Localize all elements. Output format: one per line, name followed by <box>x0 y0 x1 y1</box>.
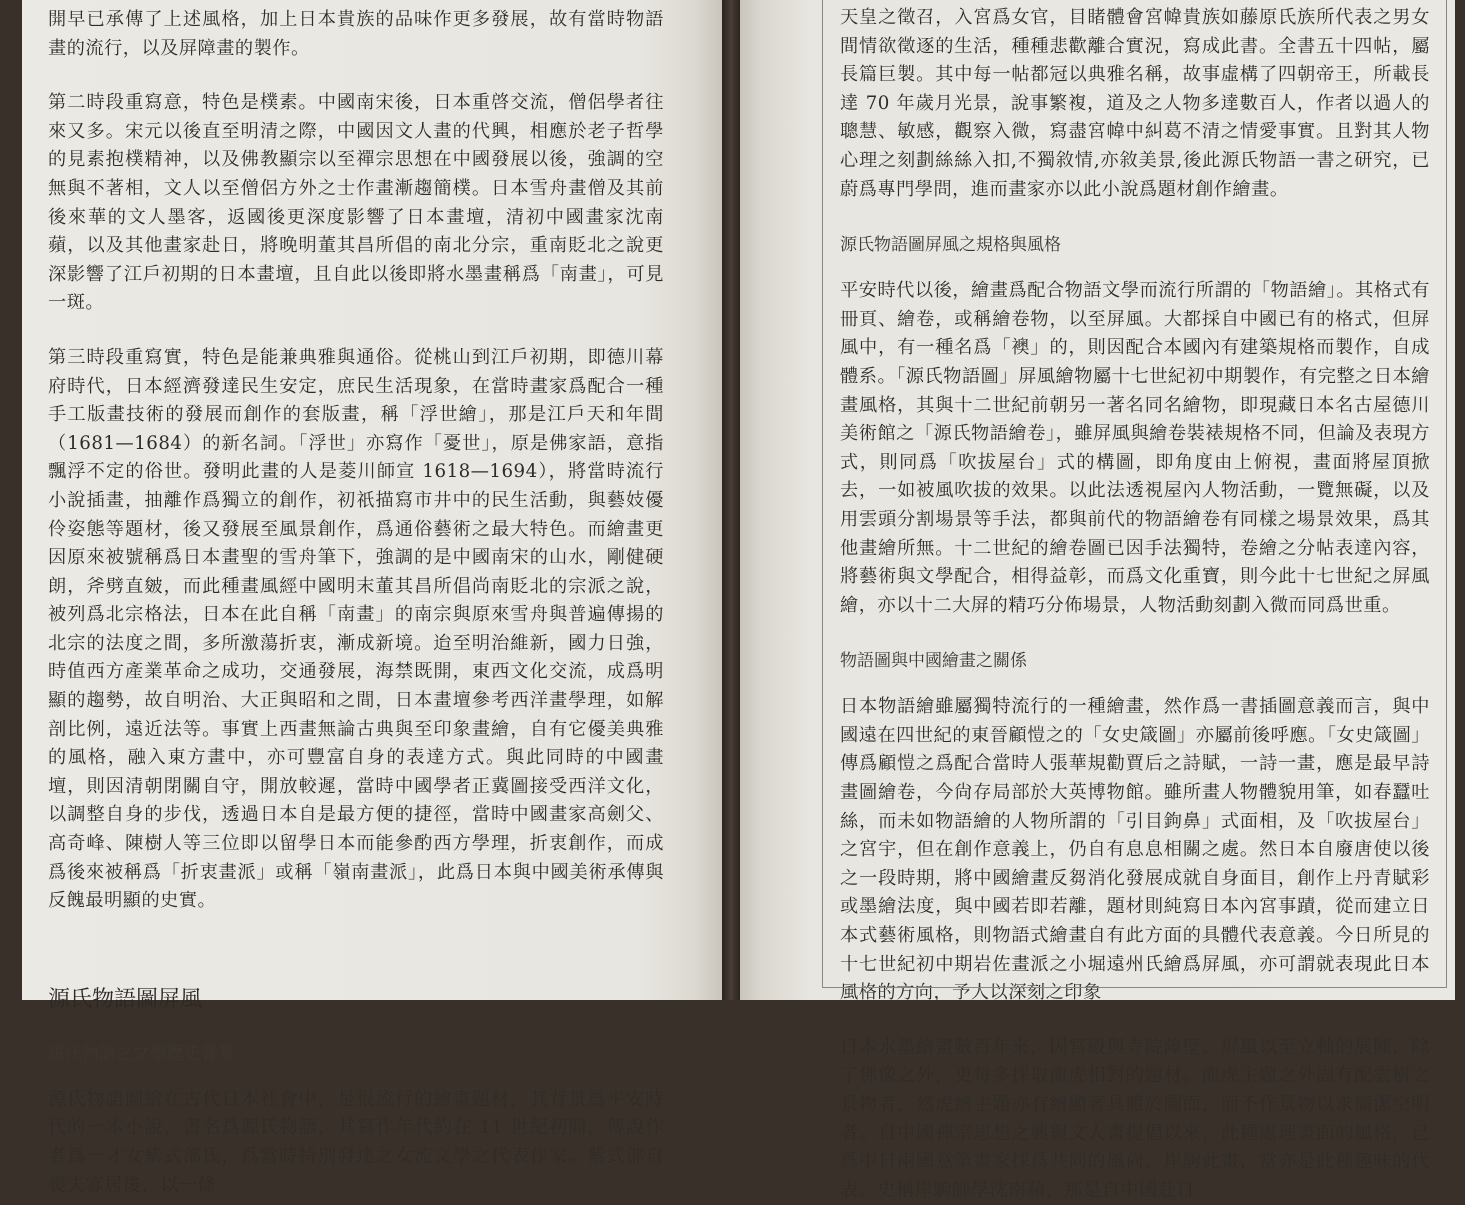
left-paragraph-3: 第三時段重寫實，特色是能兼典雅與通俗。從桃山到江戶初期，即德川幕府時代，日本經濟發達民生安定，庶民生活現象，在當時畫家爲配合一種手工版畫技術的發展而創作的套版畫，稱「浮世繪」，那是江戶天和年間（1681—1684）的新名詞。「浮世」亦寫作「憂世」，原是佛家語，意指飄浮不定的俗世。發明此畫的人是菱川師宣 1618—1694），將當時流行小說插畫，抽離作爲獨立的創作，初祇描寫市井中的民生活動，與藝妓優伶姿態等題材，後又發展至風景創作，爲通俗藝術之最大特色。而繪畫更因原來被號稱爲日本畫聖的雪舟筆下，強調的是中國南宋的山水，剛健硬朗，斧劈直皴，而此種畫風經中國明末董其昌所倡尚南貶北的宗派之說，被列爲北宗格法，日本在此自稱「南畫」的南宗與原來雪舟與普遍傳揚的北宗的法度之間，多所激蕩折衷，漸成新境。迨至明治維新，國力日強，時值西方產業革命之成功，交通發展，海禁既開，東西文化交流，成爲明顯的趨勢，故自明治、大正與昭和之間，日本畫壇參考西洋畫學理，如解剖比例，遠近法等。事實上西畫無論古典與至印象畫繪，自有它優美典雅的風格，融入東方畫中，亦可豐富自身的表達方式。與此同時的中國畫壇，則因清朝閉關自守，開放較遲，當時中國學者正冀圖接受西洋文化，以調整自身的步伐，透過日本自是最方便的捷徑，當時中國畫家高劍父、高奇峰、陳樹人等三位即以留學日本而能參酌西方學理，折衷創作，而成爲後來被稱爲「折衷畫派」或稱「嶺南畫派」，此爲日本與中國美術承傳與反餽最明顯的史實。 <box>48 346 664 912</box>
book-gutter <box>722 0 740 1000</box>
right-paragraph-1: 天皇之徵召，入宮爲女官，目睹體會宮幃貴族如藤原氏族所代表之男女間情欲徵逐的生活，種種悲歡離合實況，寫成此書。全書五十四帖，屬長篇巨製。其中每一帖都冠以典雅名稱，故事虛構了四朝帝王，所載長達 70 年歲月光景，說事繁複，道及之人物多達數百人，作者以過人的聰慧、敏感，觀察入微，寫盡宮幃中糾葛不清之情愛事實。且對其人物心理之刻劃絲絲入扣,不獨敘情,亦敘美景,後此源氏物語一書之研究，已蔚爲專門學問，進而畫家亦以此小說爲題材創作繪畫。 <box>840 7 1430 200</box>
left-paragraph-1: 開早已承傳了上述風格，加上日本貴族的品味作更多發展，故有當時物語畫的流行，以及屏障畫的製作。 <box>48 9 664 59</box>
left-paragraph-2: 第二時段重寫意，特色是樸素。中國南宋後，日本重啓交流，僧侶學者往來又多。宋元以後直至明清之際，中國因文人畫的代興，相應於老子哲學的見素抱樸精神，以及佛教顯宗以至禪宗思想在中國發展以後，強調的空無與不著相，文人以至僧侶方外之士作畫漸趨簡樸。日本雪舟畫僧及其前後來華的文人墨客，返國後更深度影響了日本畫壇，清初中國畫家沈南蘋，以及其他畫家赴日，將晚明董其昌所倡的南北分宗，重南貶北之說更深影響了江戶初期的日本畫壇，且自此以後即將水墨畫稱爲「南畫」，可見一斑。 <box>48 92 664 314</box>
left-paragraph-4: 源氏物語圖繪在古代日本社會中，是很流行的繪畫題材，其背景爲平安時代的一本小說，書名爲源氏物語，其寫作年代約在 11 世紀初間，傳說作者爲一才女紫式部氏，爲當時特別發達之女流文學之代表作家。紫式部自喪夫寡居後，以一條 <box>48 1088 664 1196</box>
right-paragraph-4: 日本水墨繪畫數百年來，因宮殿與寺院障壁、屏風以至立軸的展陳，除了佛像之外，更每多採取龍虎相對的題材。龍虎主題之外固有配雲樹之景物者，然虎繪主題亦有繪顯著具體於圖面，而不作景物以求簡潔空明者。自中國禪宗思想之興與文人畫提倡以來，此種處理畫面的風格，已爲中日兩國意筆畫家採爲共同的風尙，岸駒此畫，當亦是此種趣味的代表。史稱岸駒師學沈南蘋，那是自中國赴日 <box>840 1036 1430 1201</box>
right-paragraph-3: 日本物語繪雖屬獨特流行的一種繪畫，然作爲一書插圖意義而言，與中國遠在四世紀的東晉顧愷之的「女史箴圖」亦屬前後呼應。「女史箴圖」傳爲顧愷之爲配合當時人張華規勸賈后之詩賦，一詩一畫，應是最早詩畫圖繪卷，今尙存局部於大英博物館。雖所畫人物體貌用筆，如春蠶吐絲，而未如物語繪的人物所謂的「引目鉤鼻」式面相，及「吹拔屋台」之宮宇，但在創作意義上，仍自有息息相關之處。然日本自廢唐使以後之一段時期，將中國繪畫反芻消化發展成就自身面目，創作上丹青賦彩或墨繪法度，與中國若即若離，題材則純寫日本內宮事蹟，從而建立日本式藝術風格，則物語式繪畫自有此方面的具體代表意義。今日所見的十七世紀初中期岩佐畫派之小堀遠州氏繪爲屏風，亦可謂就表現此日本風格的方向，予人以深刻之印象 <box>840 696 1430 1004</box>
text-frame-border <box>822 0 1447 988</box>
left-page <box>22 0 722 1196</box>
right-subheading-1: 源氏物語圖屏風之規格與風格 <box>840 235 1061 256</box>
left-subheading: 源氏物語之文學歷史背景 <box>48 1043 235 1064</box>
right-subheading-2: 物語圖與中國繪畫之關係 <box>840 651 1027 672</box>
right-paragraph-2: 平安時代以後，繪畫爲配合物語文學而流行所謂的「物語繪」。其格式有冊頁、繪卷，或稱繪卷物，以至屏風。大都採自中國已有的格式，但屏風中，有一種名爲「襖」的，則因配合本國內有建築規格而製作，自成體系。「源氏物語圖」屏風繪物屬十七世紀初中期製作，有完整之日本繪畫風格，其與十二世紀前朝另一著名同名繪物，即現藏日本名古屋德川美術館之「源氏物語繪卷」，雖屏風與繪卷裝裱規格不同，但論及表現方式，則同爲「吹拔屋台」式的構圖，即角度由上俯視，畫面將屋頂掀去，一如被風吹拔的效果。以此法透視屋內人物活動，一覽無礙，以及用雲頭分割場景等手法，都與前代的物語繪卷有同樣之場景效果，爲其他畫繪所無。十二世紀的繪卷圖已因手法獨特，卷繪之分帖表達內容，將藝術與文學配合，相得益彰，而爲文化重寶，則今此十七世紀之屏風繪，亦以十二大屏的精巧分佈場景，人物活動刻劃入微而同爲世重。 <box>840 280 1430 616</box>
section-title: 源氏物語圖屏風 <box>48 986 203 1012</box>
